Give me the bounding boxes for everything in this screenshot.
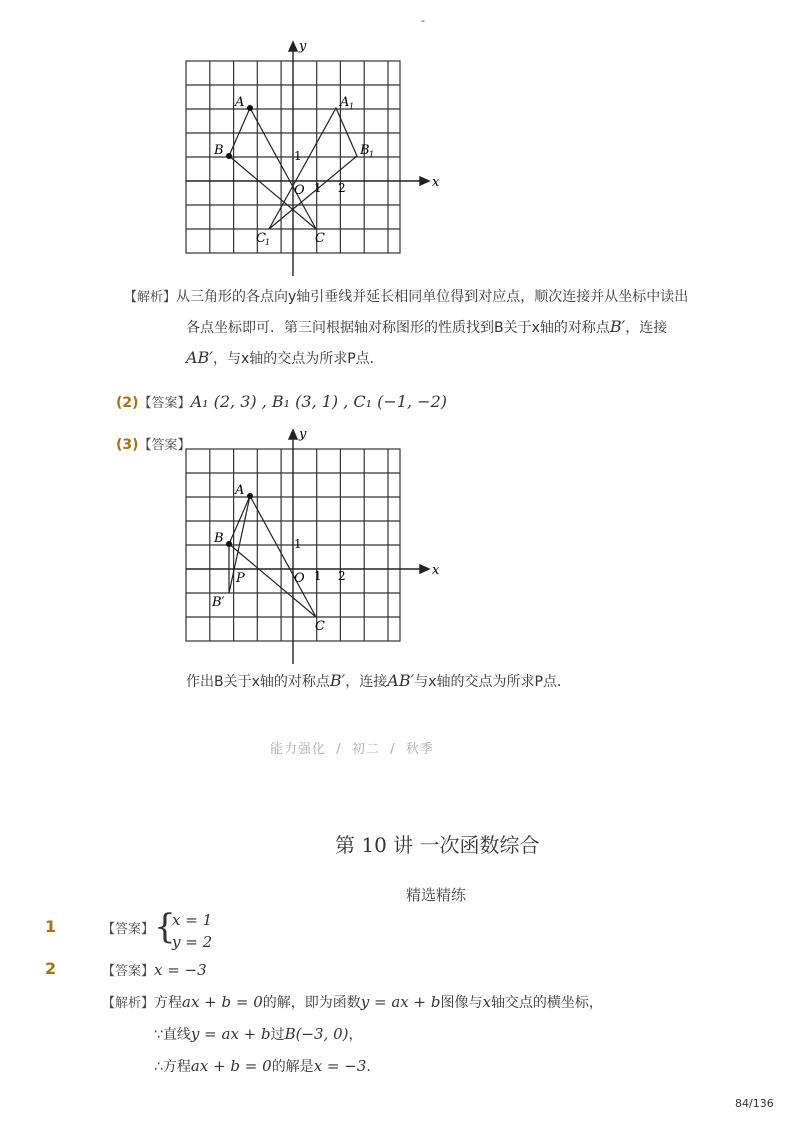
triangle-2 [229,496,316,617]
label-x-two: 2 [338,181,346,195]
label-y-axis: y [299,427,307,442]
analysis-1-line-2: 各点坐标即可．第三问根据轴对称图形的性质找到B关于x轴的对称点B′，连接 [186,317,668,336]
label-c: C [315,619,325,634]
label-b-prime: B′ [212,595,225,610]
problem-1-eq-2: y = 2 [172,933,213,951]
label-b1-sub: 1 [369,150,375,159]
question-3-text: 作出B关于x轴的对称点B′，连接AB′与x轴的交点为所求P点． [186,671,571,690]
label-c1-sub: 1 [265,238,271,247]
problem-2-analysis-line-3: ∴方程ax + b = 0的解是x = −3. [154,1057,371,1075]
answer-text: A₁ (2, 3) , B₁ (3, 1) , C₁ (−1, −2) [190,392,447,411]
page-footer: 能力强化 / 初二 / 秋季 [270,742,434,757]
question-number: (3) [116,437,139,453]
problem-1-eq-1: x = 1 [172,911,213,929]
label-c1: C [256,231,266,246]
label-a1-sub: 1 [349,102,355,111]
label-b: B [214,531,224,546]
label-a1: A [340,95,350,110]
top-mark: - [421,14,425,27]
question-2-answer [116,392,447,411]
problem-2-analysis-line-1: 【解析】方程ax + b = 0的解，即为函数y = ax + b图像与x轴交点的横坐标， [102,993,603,1011]
problem-2-answer: 【答案】x = −3 [102,961,207,979]
axes-2 [186,430,429,664]
label-b1: B [360,143,370,158]
label-y-axis: y [299,39,307,54]
analysis-1-line-1: 【解析】从三角形的各点向y轴引垂线并延长相同单位得到对应点，顺次连接并从坐标中读出 [124,289,689,305]
problem-1-answer-tag: 【答案】 [102,922,155,937]
problem-2-analysis-line-2: ∵直线y = ax + b过B(−3, 0)， [154,1025,363,1043]
analysis-1-line-3: AB′，与x轴的交点为所求P点． [186,348,384,367]
label-a: A [235,483,245,498]
point-a [247,105,253,111]
label-origin: O [294,183,305,198]
label-origin: O [294,571,305,586]
label-x-one: 1 [314,181,322,195]
answer-tag: 【答案】 [138,396,191,411]
label-x-one: 1 [314,569,322,583]
label-x-axis: x [432,175,440,190]
label-b: B [214,143,224,158]
point-b [226,153,232,159]
label-c: C [315,231,325,246]
graph-1 [170,36,450,281]
point-a [247,493,253,499]
question-number: (2) [116,395,139,411]
analysis-tag: 【解析】 [124,290,177,305]
graph-2 [170,424,450,669]
label-y-one: 1 [294,149,302,163]
page-number: 84/136 [735,1097,774,1110]
label-a: A [235,95,245,110]
label-x-axis: x [432,563,440,578]
label-x-two: 2 [338,569,346,583]
problem-2-number: 2 [45,959,57,978]
lecture-title: 第 10 讲 一次函数综合 [335,833,540,857]
label-y-one: 1 [294,537,302,551]
label-p: P [236,571,245,586]
point-b [226,541,232,547]
section-title: 精选精练 [406,886,467,904]
answer-tag: 【答案】 [138,438,191,453]
problem-1-number: 1 [45,917,57,936]
brace-icon: { [154,907,176,947]
